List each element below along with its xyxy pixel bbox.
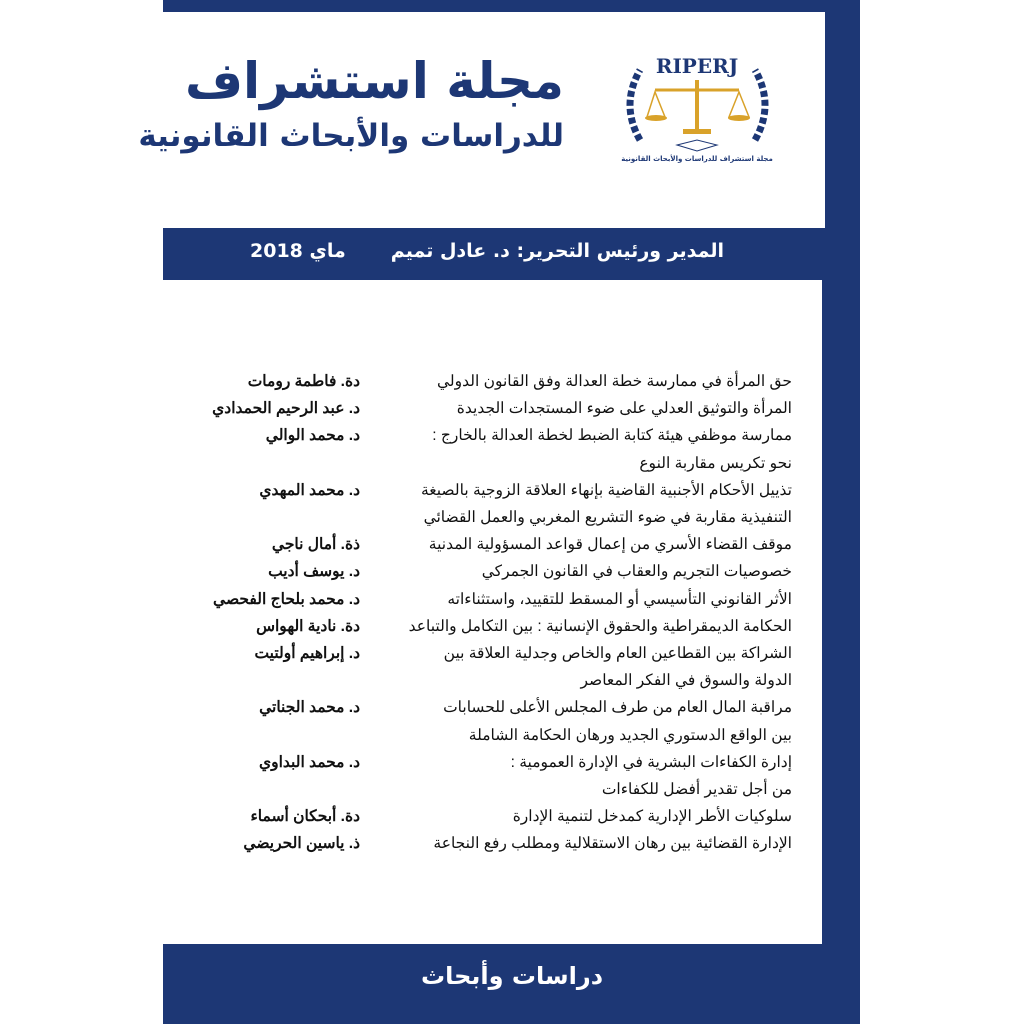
editor-in-chief: المدير ورئيس التحرير: د. عادل تميم [390,240,724,262]
issue-date: ماي 2018 [250,240,346,262]
article-title: موقف القضاء الأسري من إعمال قواعد المسؤولية المدنية [428,536,792,554]
toc-row [200,477,792,504]
riperj-logo [615,45,780,165]
toc-row [200,422,792,449]
table-of-contents [200,368,792,857]
article-author: د. محمد الجناتي [259,699,360,717]
article-author: ذ. ياسين الحريضي [243,835,360,853]
logo-caption: مجلة استشراف للدراسات والأبحاث القانونية [621,155,773,163]
article-author: د. محمد المهدي [259,481,360,499]
article-author: د. محمد البداوي [259,753,360,771]
article-title: سلوكيات الأطر الإدارية كمدخل لتنمية الإدارة [512,808,792,826]
article-author: ذة. أمال ناجي [271,536,360,554]
footer-label: دراسات وأبحاث [420,962,604,990]
toc-row [200,803,792,830]
article-author: دة. نادية الهواس [256,617,360,635]
article-author: د. محمد بلحاج الفحصي [213,590,360,608]
toc-row [200,776,792,803]
toc-row [200,694,792,721]
article-title: إدارة الكفاءات البشرية في الإدارة العمومية : [510,753,792,771]
article-title: خصوصيات التجريم والعقاب في القانون الجمركي [481,563,792,581]
article-title: نحو تكريس مقاربة النوع [639,454,792,472]
article-title: الإدارة القضائية بين رهان الاستقلالية ومطلب رفع النجاعة [433,835,792,853]
article-title: الشراكة بين القطاعين العام والخاص وجدلية العلاقة بين [443,644,792,662]
journal-title: مجلة استشراف [184,52,564,110]
toc-row [200,749,792,776]
article-title: الدولة والسوق في الفكر المعاصر [580,672,792,690]
journal-subtitle: للدراسات والأبحاث القانونية [138,118,564,154]
article-title: ممارسة موظفي هيئة كتابة الضبط لخطة العدالة بالخارج : [432,427,792,445]
article-author: د. عبد الرحيم الحمدادي [212,400,360,418]
article-title: المرأة والتوثيق العدلي على ضوء المستجدات الجديدة [456,400,792,418]
article-author: د. إبراهيم أولتيت [254,644,360,662]
toc-row [200,504,792,531]
article-author: دة. أبحكان أسماء [250,808,360,826]
toc-row [200,830,792,857]
article-title: الأثر القانوني التأسيسي أو المسقط للتقييد، واستثناءاته [447,590,792,608]
toc-row [200,395,792,422]
toc-row [200,721,792,748]
article-title: مراقبة المال العام من طرف المجلس الأعلى للحسابات [443,699,792,717]
toc-row [200,640,792,667]
article-author: دة. فاطمة رومات [247,373,360,391]
article-title: حق المرأة في ممارسة خطة العدالة وفق القانون الدولي [436,373,792,391]
article-title: الحكامة الديمقراطية والحقوق الإنسانية : بين التكامل والتباعد [408,617,792,635]
article-title: التنفيذية مقاربة في ضوء التشريع المغربي والعمل القضائي [423,509,792,527]
toc-row [200,558,792,585]
article-author: د. محمد الوالي [265,427,360,445]
article-title: تذييل الأحكام الأجنبية القاضية بإنهاء العلاقة الزوجية بالصيغة [420,481,792,499]
toc-row [200,667,792,694]
toc-row [200,613,792,640]
toc-row [200,450,792,477]
article-author: د. يوسف أديب [268,563,360,581]
article-title: بين الواقع الدستوري الجديد ورهان الحكامة الشاملة [468,726,792,744]
article-title: من أجل تقدير أفضل للكفاءات [601,780,792,798]
toc-row [200,531,792,558]
toc-row [200,586,792,613]
toc-row [200,368,792,395]
svg-text:RIPERJ: RIPERJ [655,54,739,78]
